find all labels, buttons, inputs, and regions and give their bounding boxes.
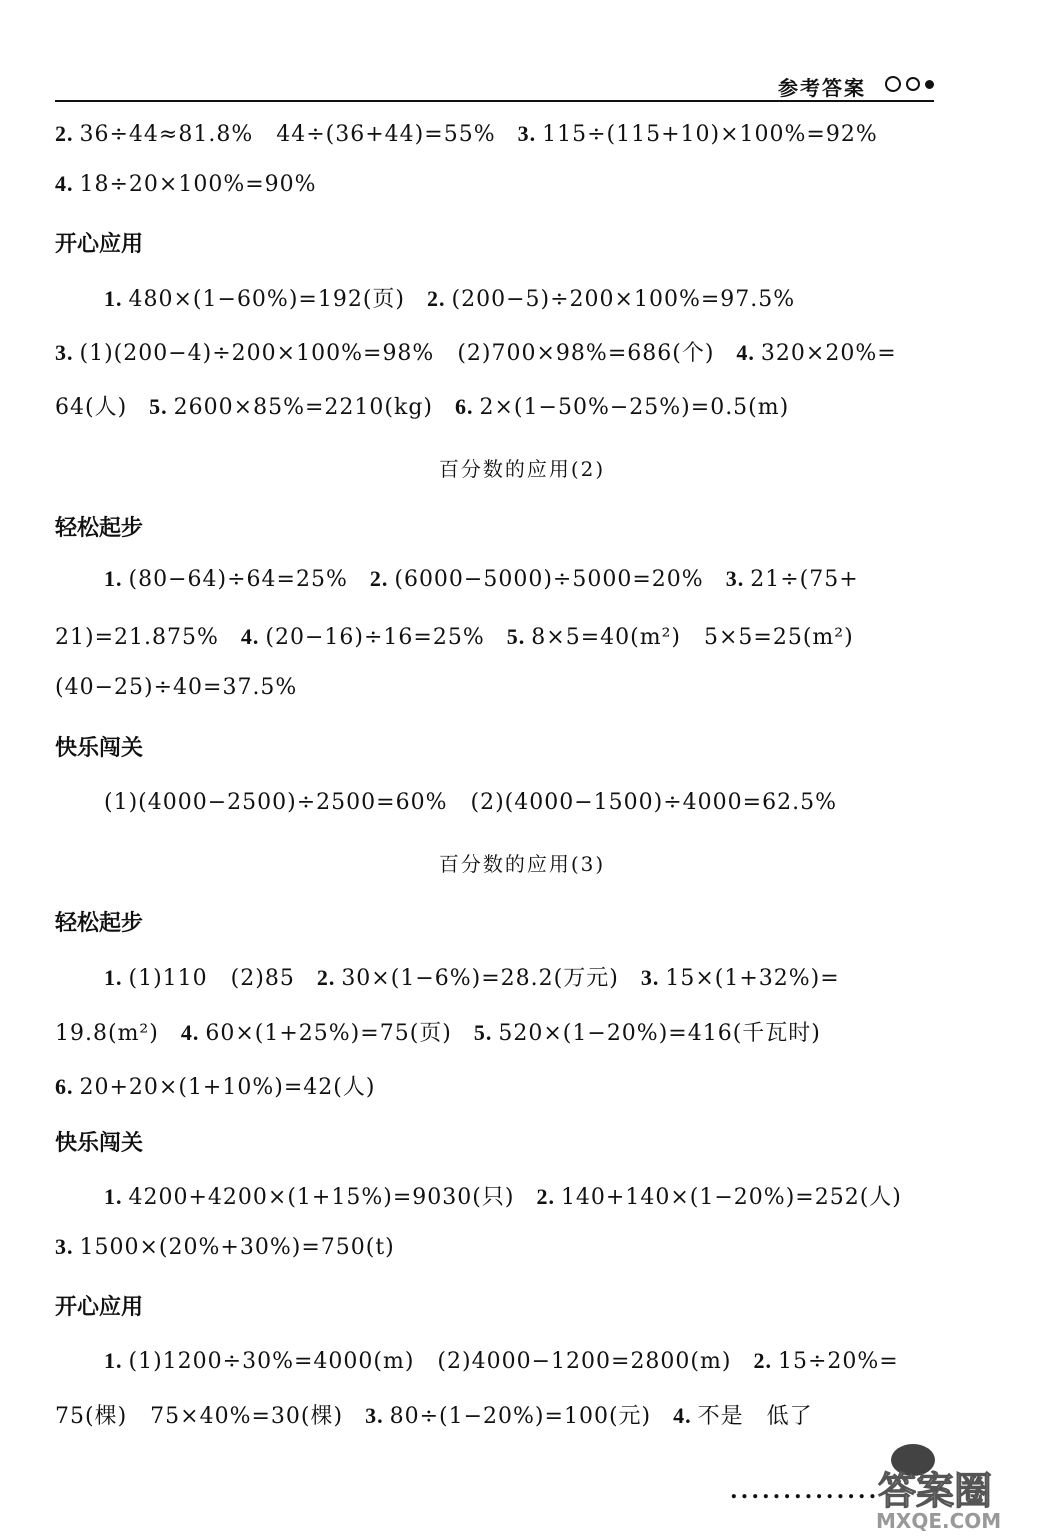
answer-line: 1. 480×(1−60%)=192(页) 2. (200−5)÷200×100%=97.5% [104, 286, 796, 312]
answer-line: 64(人) 5. 2600×85%=2210(kg) 6. 2×(1−50%−25%)=0.5(m) [55, 394, 790, 420]
answer-line: 3. 1500×(20%+30%)=750(t) [55, 1234, 395, 1260]
answer-line: 4. 18÷20×100%=90% [55, 171, 317, 197]
header-circle-icon [885, 76, 901, 92]
section-heading: 开心应用 [55, 232, 144, 257]
header-circle-icon [925, 80, 934, 89]
section-heading: 轻松起步 [55, 516, 144, 541]
header-title: 参考答案 [778, 76, 866, 100]
answer-line: 6. 20+20×(1+10%)=42(人) [55, 1074, 376, 1100]
watermark-logo-icon [868, 1432, 1018, 1532]
svg-text:答案圈: 答案圈 [878, 1469, 993, 1513]
answer-line: 3. (1)(200−4)÷200×100%=98% (2)700×98%=686(个) 4. 320×20%= [55, 340, 897, 366]
section-heading: 快乐闯关 [55, 736, 144, 761]
watermark-text: MXQE.COM [876, 1509, 1002, 1532]
section-subtitle: 百分数的应用(3) [438, 852, 606, 876]
header-circle-icon [906, 77, 920, 91]
answer-line: 1. 4200+4200×(1+15%)=9030(只) 2. 140+140×(1−20%)=252(人) [104, 1184, 902, 1210]
answer-line: (40−25)÷40=37.5% [55, 675, 298, 700]
answer-line: 2. 36÷44≈81.8% 44÷(36+44)=55% 3. 115÷(115+10)×100%=92% [55, 121, 878, 147]
header-rule [55, 100, 934, 102]
answer-line: (1)(4000−2500)÷2500=60% (2)(4000−1500)÷4000=62.5% [104, 790, 837, 815]
answer-line: 1. (1)1200÷30%=4000(m) (2)4000−1200=2800(m) 2. 15÷20%= [104, 1348, 899, 1374]
answer-line: 75(棵) 75×40%=30(棵) 3. 80÷(1−20%)=100(元) 4. 不是 低了 [55, 1403, 813, 1429]
answer-line: 21)=21.875% 4. (20−16)÷16=25% 5. 8×5=40(m²) 5×5=25(m²) [55, 624, 854, 650]
answer-line: 19.8(m²) 4. 60×(1+25%)=75(页) 5. 520×(1−20%)=416(千瓦时) [55, 1020, 821, 1046]
section-heading: 快乐闯关 [55, 1131, 144, 1156]
answer-line: 1. (1)110 (2)85 2. 30×(1−6%)=28.2(万元) 3. 15×(1+32%)= [104, 965, 840, 991]
section-heading: 开心应用 [55, 1295, 144, 1320]
footer-dots: .............. [730, 1478, 880, 1504]
answer-line: 1. (80−64)÷64=25% 2. (6000−5000)÷5000=20% 3. 21÷(75+ [104, 566, 859, 592]
section-subtitle: 百分数的应用(2) [438, 457, 606, 481]
header-circles-icon [885, 76, 934, 92]
section-heading: 轻松起步 [55, 911, 144, 936]
